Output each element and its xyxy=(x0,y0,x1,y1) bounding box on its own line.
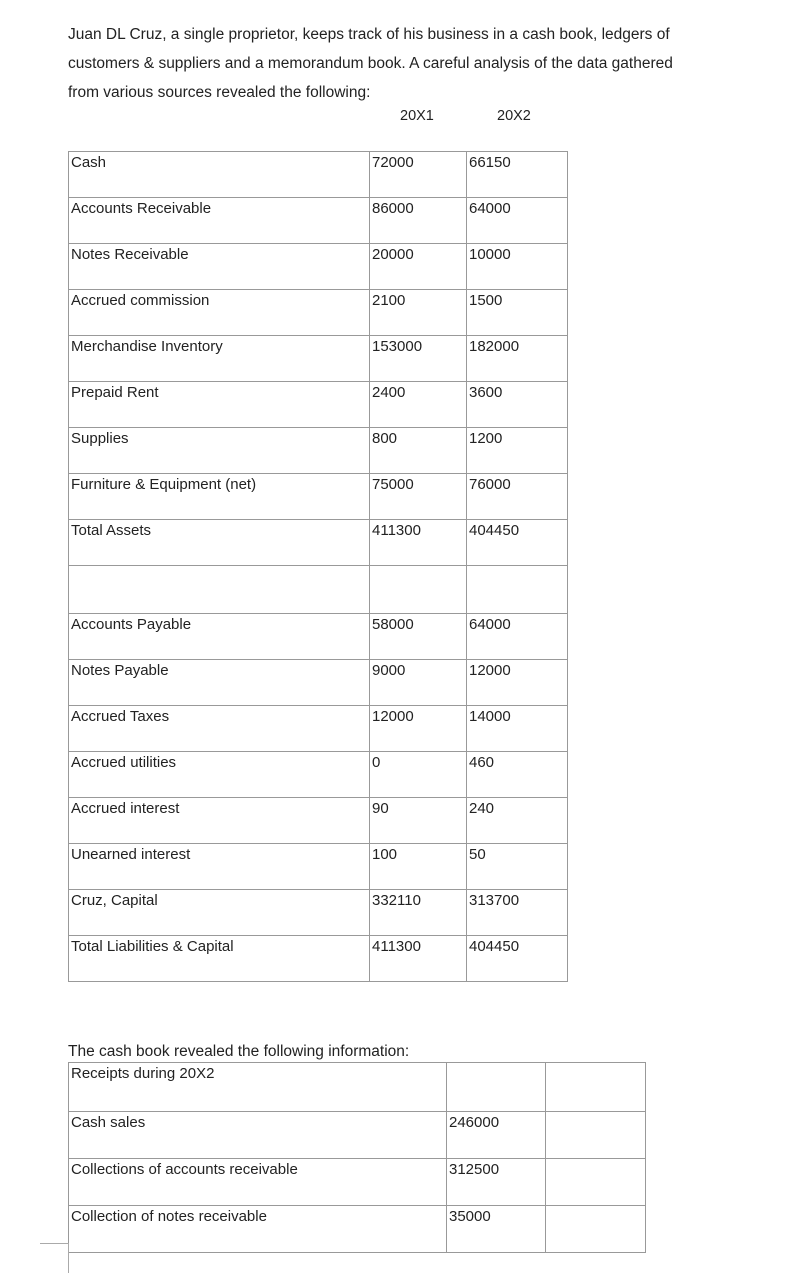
table-row xyxy=(69,706,568,752)
value-20x1: 153000 xyxy=(370,336,467,382)
table-row xyxy=(69,152,568,198)
account-label: Cruz, Capital xyxy=(69,890,370,936)
value-20x1: 0 xyxy=(370,752,467,798)
table-row xyxy=(69,890,568,936)
account-label: Accrued commission xyxy=(69,290,370,336)
cash-book-header-row xyxy=(69,1063,646,1112)
value-20x2: 404450 xyxy=(467,520,568,566)
value-20x1: 20000 xyxy=(370,244,467,290)
account-label: Accrued interest xyxy=(69,798,370,844)
account-label: Accrued Taxes xyxy=(69,706,370,752)
account-label: Supplies xyxy=(69,428,370,474)
value-20x2: 1500 xyxy=(467,290,568,336)
value-20x2: 240 xyxy=(467,798,568,844)
account-label: Furniture & Equipment (net) xyxy=(69,474,370,520)
value-20x2: 182000 xyxy=(467,336,568,382)
page-edge-mark xyxy=(68,1243,69,1273)
account-label: Cash xyxy=(69,152,370,198)
value-20x1: 332110 xyxy=(370,890,467,936)
total-liabilities-row xyxy=(69,936,568,982)
receipt-amount: 312500 xyxy=(447,1159,546,1206)
spacer-row xyxy=(69,566,568,614)
table-row xyxy=(69,382,568,428)
account-label: Total Liabilities & Capital xyxy=(69,936,370,982)
table-row xyxy=(69,336,568,382)
value-20x1: 90 xyxy=(370,798,467,844)
empty-cell xyxy=(467,566,568,614)
empty-cell xyxy=(69,566,370,614)
table-row xyxy=(69,660,568,706)
intro-line: from various sources revealed the following: xyxy=(68,84,371,101)
table-row xyxy=(69,474,568,520)
intro-line: customers & suppliers and a memorandum book. A careful analysis of the data gathered xyxy=(68,55,673,72)
account-label: Unearned interest xyxy=(69,844,370,890)
account-label: Merchandise Inventory xyxy=(69,336,370,382)
value-20x1: 2400 xyxy=(370,382,467,428)
account-label: Accounts Payable xyxy=(69,614,370,660)
value-20x2: 1200 xyxy=(467,428,568,474)
receipt-label: Collections of accounts receivable xyxy=(69,1159,447,1206)
account-label: Notes Payable xyxy=(69,660,370,706)
value-20x2: 76000 xyxy=(467,474,568,520)
account-label: Prepaid Rent xyxy=(69,382,370,428)
receipt-amount: 246000 xyxy=(447,1112,546,1159)
value-20x2: 64000 xyxy=(467,198,568,244)
value-20x2: 12000 xyxy=(467,660,568,706)
value-20x2: 64000 xyxy=(467,614,568,660)
value-20x1: 411300 xyxy=(370,936,467,982)
balance-sheet-table xyxy=(68,151,568,982)
table-row xyxy=(69,844,568,890)
value-20x2: 50 xyxy=(467,844,568,890)
empty-cell xyxy=(370,566,467,614)
value-20x1: 2100 xyxy=(370,290,467,336)
value-20x1: 100 xyxy=(370,844,467,890)
value-20x1: 800 xyxy=(370,428,467,474)
empty-cell xyxy=(546,1159,646,1206)
table-row xyxy=(69,614,568,660)
table-row xyxy=(69,1159,646,1206)
table-row xyxy=(69,198,568,244)
value-20x1: 75000 xyxy=(370,474,467,520)
account-label: Notes Receivable xyxy=(69,244,370,290)
empty-cell xyxy=(546,1206,646,1253)
value-20x2: 3600 xyxy=(467,382,568,428)
intro-line: Juan DL Cruz, a single proprietor, keeps track of his business in a cash book, ledgers of xyxy=(68,26,670,43)
intro-paragraph xyxy=(68,20,783,107)
total-assets-row xyxy=(69,520,568,566)
table-row xyxy=(69,752,568,798)
value-20x2: 460 xyxy=(467,752,568,798)
value-20x1: 86000 xyxy=(370,198,467,244)
value-20x2: 313700 xyxy=(467,890,568,936)
empty-cell xyxy=(447,1063,546,1112)
year-header-20x2: 20X2 xyxy=(497,108,531,124)
table-row xyxy=(69,244,568,290)
value-20x1: 58000 xyxy=(370,614,467,660)
table-row xyxy=(69,1206,646,1253)
table-row xyxy=(69,290,568,336)
empty-cell xyxy=(546,1063,646,1112)
value-20x2: 66150 xyxy=(467,152,568,198)
year-header-20x1: 20X1 xyxy=(400,108,434,124)
value-20x2: 404450 xyxy=(467,936,568,982)
value-20x2: 10000 xyxy=(467,244,568,290)
cash-book-caption: The cash book revealed the following information: xyxy=(68,1043,410,1060)
receipt-amount: 35000 xyxy=(447,1206,546,1253)
value-20x1: 12000 xyxy=(370,706,467,752)
cash-book-table xyxy=(68,1062,646,1253)
value-20x1: 72000 xyxy=(370,152,467,198)
receipt-label: Cash sales xyxy=(69,1112,447,1159)
table-row xyxy=(69,428,568,474)
value-20x2: 14000 xyxy=(467,706,568,752)
receipt-label: Collection of notes receivable xyxy=(69,1206,447,1253)
value-20x1: 9000 xyxy=(370,660,467,706)
table-row xyxy=(69,1112,646,1159)
receipts-header: Receipts during 20X2 xyxy=(69,1063,447,1112)
page-edge-mark xyxy=(40,1243,68,1244)
account-label: Total Assets xyxy=(69,520,370,566)
account-label: Accounts Receivable xyxy=(69,198,370,244)
empty-cell xyxy=(546,1112,646,1159)
account-label: Accrued utilities xyxy=(69,752,370,798)
value-20x1: 411300 xyxy=(370,520,467,566)
table-row xyxy=(69,798,568,844)
